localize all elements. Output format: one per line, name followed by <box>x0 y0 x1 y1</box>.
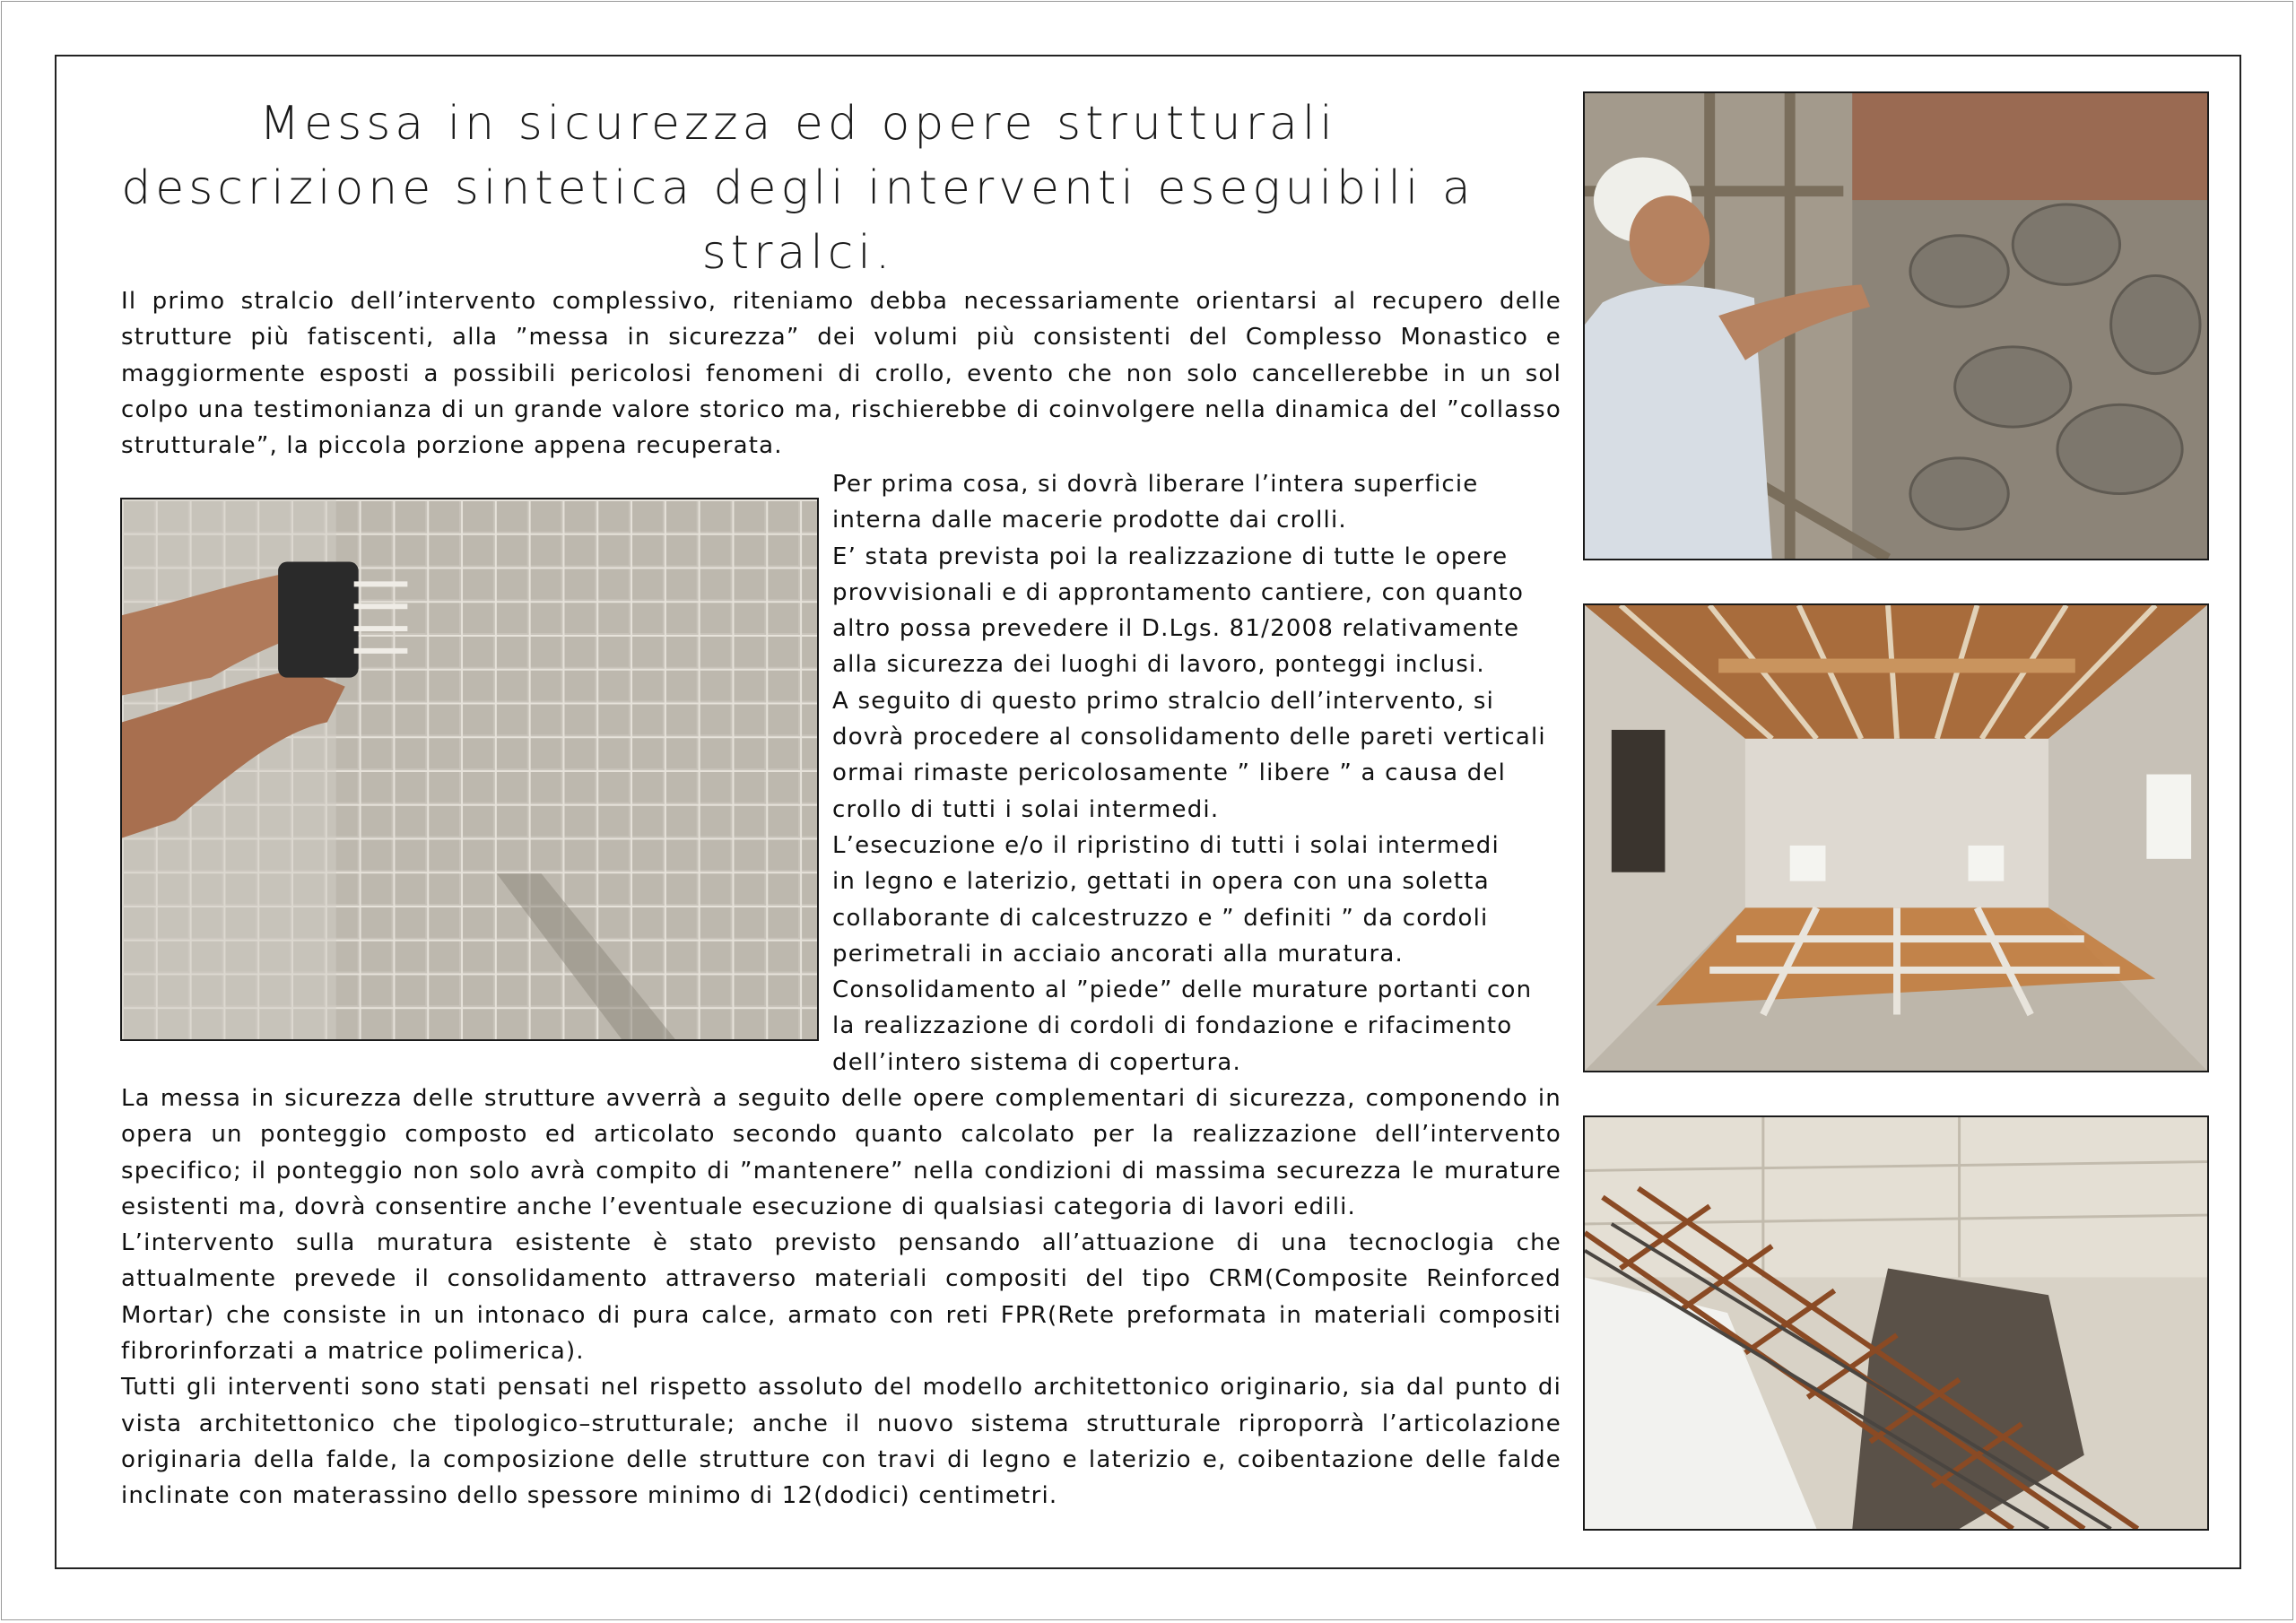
middle-line: Per prima cosa, si dovrà liberare l’intera superficie <box>832 471 1479 498</box>
bottom-paragraph-3: Tutti gli interventi sono stati pensati nel rispetto assoluto del modello architettonico originario, sia dal punto di vista architettonico che tipologico–strutturale; anche il nuovo sistema strutturale riproporrà l’articolazione originaria della falde, la composizione delle strutture con travi di legno e laterizio e, coibentazione delle falde inclinate con materassino dello spessore minimo di 12(dodici) centimetri. <box>121 1374 1561 1510</box>
middle-line: la realizzazione di cordoli di fondazione e rifacimento <box>832 1012 1513 1040</box>
title-line-1: Messa in sicurezza ed opere strutturali <box>259 97 1337 151</box>
middle-line: dell’intero sistema di copertura. <box>832 1048 1241 1076</box>
middle-line: Consolidamento al ”piede” delle murature portanti con <box>832 976 1533 1004</box>
middle-line: E’ stata prevista poi la realizzazione di tutte le opere <box>832 542 1509 570</box>
middle-line: crollo di tutti i solai intermedi. <box>832 795 1220 823</box>
bottom-paragraph-1: La messa in sicurezza delle strutture avverrà a seguito delle opere complementari di sicurezza, componendo in opera un ponteggio composto ed articolato secondo quanto calcolato per la realizzazione dell’intervento specifico; il ponteggio non solo avrà compito di ”mantenere” nella condizioni di massima securezza le murature esistenti ma, dovrà consentire anche l’eventuale esecuzione di qualsiasi categoria di lavori edili. <box>121 1085 1561 1220</box>
middle-line: perimetrali in acciaio ancorati alla muratura. <box>832 940 1404 968</box>
middle-line: interna dalle macerie prodotte dai crolli. <box>832 507 1347 534</box>
middle-text-block <box>832 466 1546 1081</box>
middle-line: A seguito di questo primo stralcio dell’intervento, si <box>832 687 1495 715</box>
title-line-2: descrizione sintetica degli interventi eseguibili a stralci. <box>121 161 1475 280</box>
mesh-photo-graphic <box>122 499 817 1039</box>
hall-photo-graphic <box>1585 605 2207 1071</box>
middle-line: ormai rimaste pericolosamente ” libere ” a causa del <box>832 759 1507 787</box>
worker-on-scaffold-photo <box>1583 91 2209 560</box>
hands-applying-mesh-photo <box>120 498 819 1041</box>
interior-hall-photo <box>1583 603 2209 1072</box>
foundation-rebar-photo <box>1583 1115 2209 1531</box>
rebar-photo-graphic <box>1585 1117 2207 1529</box>
intro-paragraph: Il primo stralcio dell’intervento complessivo, riteniamo debba necessariamente orientarsi al recupero delle strutture più fatiscenti, alla ”messa in sicurezza” dei volumi più consistenti del Complesso Monastico e maggiormente esposti a possibili pericolosi fenomeni di crollo, evento che non solo cancellerebbe in un sol colpo una testimonianza di un grande valore storico ma, rischierebbe di coinvolgere nella dinamica del ”collasso strutturale”, la piccola porzione appena recuperata. <box>121 288 1561 460</box>
worker-photo-graphic <box>1585 93 2207 559</box>
middle-line: dovrà procedere al consolidamento delle pareti verticali <box>832 724 1546 751</box>
middle-line: provvisionali e di approntamento cantiere, con quanto <box>832 578 1525 606</box>
middle-line: collaborante di calcestruzzo e ” definiti ” da cordoli <box>832 904 1489 932</box>
middle-line: alla sicurezza dei luoghi di lavoro, ponteggi inclusi. <box>832 651 1485 679</box>
middle-line: in legno e laterizio, gettati in opera con una soletta <box>832 868 1490 896</box>
middle-line: L’esecuzione e/o il ripristino di tutti i solai intermedi <box>832 831 1500 859</box>
bottom-paragraph-2: L’intervento sulla muratura esistente è stato previsto pensando all’attuazione di una tecnoclogia che attualmente prevede il consolidamento attraverso materiali compositi del tipo CRM(Composite Reinforced Mortar) che consiste in un intonaco di pura calce, armato con reti FPR(Rete preformata in materiali compositi fibrorinforzati a matrice polimerica). <box>121 1229 1561 1366</box>
middle-line: altro possa prevedere il D.Lgs. 81/2008 relativamente <box>832 615 1520 643</box>
bottom-text-block <box>121 1081 1561 1515</box>
